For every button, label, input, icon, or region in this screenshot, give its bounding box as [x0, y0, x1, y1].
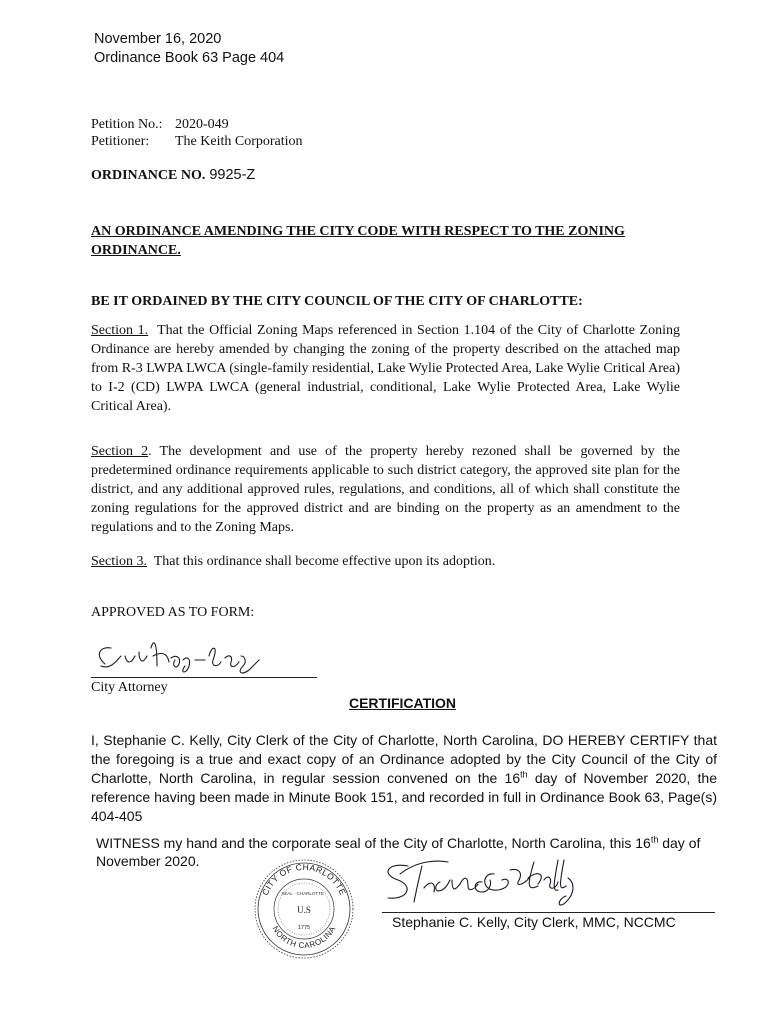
city-attorney-signature — [91, 626, 271, 681]
clerk-signature-line — [382, 912, 715, 913]
witness-part2: day of November 2020. — [96, 835, 701, 869]
witness-sup: th — [650, 834, 659, 845]
document-date: November 16, 2020 — [94, 31, 222, 47]
ordinance-book-page: Ordinance Book 63 Page 404 — [94, 50, 285, 66]
seal-bottom-text: NORTH CAROLINA — [270, 924, 338, 951]
petitioner-value: The Keith Corporation — [175, 134, 303, 149]
section-3-text: That this ordinance shall become effective upon its adoption. — [153, 554, 496, 569]
ordinance-number-row — [91, 167, 255, 184]
city-attorney-title: City Attorney — [91, 680, 168, 695]
ordinance-number-value: 9925-Z — [209, 167, 256, 183]
petitioner-label: Petitioner: — [91, 134, 150, 149]
approved-as-to-form-label: APPROVED AS TO FORM: — [91, 605, 255, 620]
seal-inner-text: U.S — [297, 905, 311, 915]
certification-body-part2: day of November 2020, the reference having been made in Minute Book 151, and recorded in full in Ordinance Book 63, Page(s) 404-405 — [91, 770, 717, 824]
certification-heading — [0, 695, 770, 711]
certification-heading-text: CERTIFICATION — [348, 695, 457, 711]
witness-part1: WITNESS my hand and the corporate seal of the City of Charlotte, North Carolina, this 16 — [96, 835, 651, 851]
seal-year: 1775 — [297, 925, 311, 931]
city-clerk-signature — [378, 852, 583, 912]
section-1 — [91, 321, 680, 416]
seal-ring-text: SEAL · CHARLOTTE · — [281, 891, 327, 896]
clerk-name: Stephanie C. Kelly, City Clerk, MMC, NCCMC — [392, 914, 676, 930]
attorney-signature-line — [91, 677, 317, 678]
certification-body-part1: I, Stephanie C. Kelly, City Clerk of the City of Charlotte, North Carolina, DO HEREBY CERTIFY that the foregoing is a true and exact copy of an Ordinance adopted by the City Council of the City of Charlotte, North Carolina, in regular session convened on the 16 — [91, 732, 717, 786]
certification-body-sup: th — [520, 769, 528, 780]
petitioner-row — [91, 134, 303, 150]
section-1-label: Section 1. — [91, 323, 149, 338]
ordinance-number-label: ORDINANCE NO. — [91, 168, 206, 183]
section-2-label: Section 2 — [91, 444, 149, 459]
certification-body — [91, 731, 717, 826]
section-2-text: . The development and use of the property hereby rezoned shall be governed by the predetermined ordinance requirements applicable to such district category, the approved site plan for the district, and any additional approved rules, regulations, and conditions, all of which shall constitute the zoning regulations for the approved district and are binding on the property as an amendment to the regulations and to the Zoning Maps. — [91, 444, 680, 535]
petition-number-value: 2020-049 — [175, 117, 229, 132]
petition-number-row — [91, 117, 229, 133]
seal-top-text: CITY OF CHARLOTTE — [259, 861, 349, 897]
ordinance-title: AN ORDINANCE AMENDING THE CITY CODE WITH RESPECT TO THE ZONING ORDINANCE. — [91, 224, 625, 258]
section-3-label: Section 3. — [91, 554, 147, 569]
city-seal — [251, 857, 357, 961]
petition-number-label: Petition No.: — [91, 117, 163, 132]
section-3 — [91, 552, 680, 571]
section-1-text: That the Official Zoning Maps referenced in Section 1.104 of the City of Charlotte Zoning Ordinance are hereby amended by changing the zoning of the property described on the attached map from R-3 LWPA LWCA (single-family residential, Lake Wylie Protected Area, Lake Wylie Critical Area) to I-2 (CD) LWPA LWCA (general industrial, conditional, Lake Wylie Protected Area, Lake Wylie Critical Area). — [91, 323, 680, 414]
section-2 — [91, 442, 680, 537]
ordained-statement: BE IT ORDAINED BY THE CITY COUNCIL OF THE CITY OF CHARLOTTE: — [91, 294, 583, 309]
